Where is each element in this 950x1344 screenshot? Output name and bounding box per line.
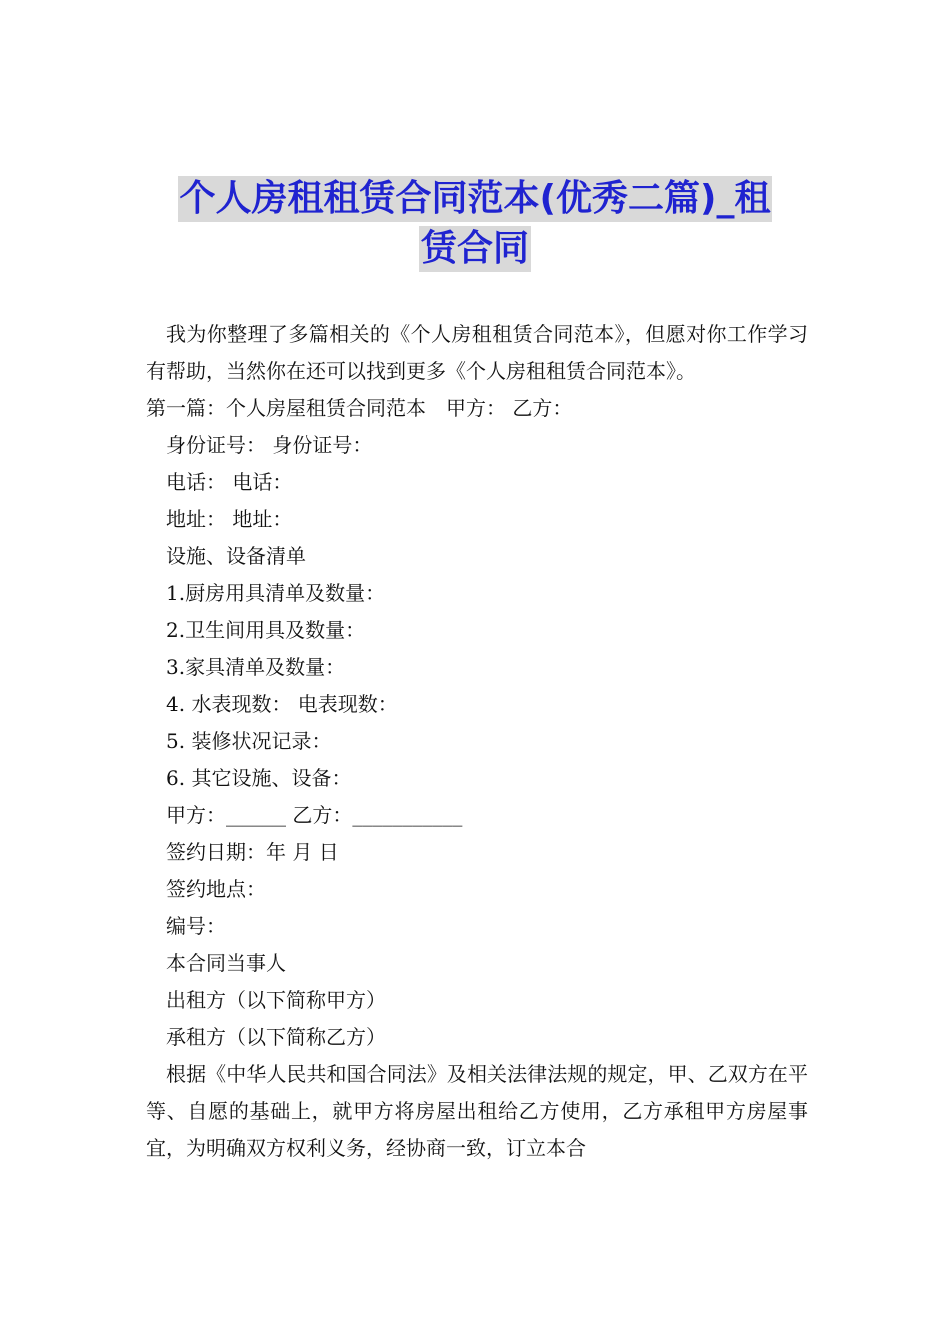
document-title — [0, 176, 950, 272]
body-line: 2.卫生间用具及数量： — [166, 618, 366, 642]
body-line: 编号： — [166, 914, 226, 938]
body-line: 本合同当事人 — [166, 951, 286, 975]
closing-paragraph: 根据《中华人民共和国合同法》及相关法律法规的规定，甲、乙双方在平等、自愿的基础上，就甲方将房屋出租给乙方使用，乙方承租甲方房屋事宜，为明确双方权利义务，经协商一致，订立本合 — [146, 1062, 808, 1160]
body-line: 设施、设备清单 — [166, 544, 306, 568]
body-line: 6. 其它设施、设备： — [166, 766, 352, 790]
title-line-1: 个人房租租赁合同范本(优秀二篇)_租 — [178, 176, 773, 222]
body-line: 4. 水表现数： 电表现数： — [166, 692, 398, 716]
body-line: 签约地点： — [166, 877, 266, 901]
body-line: 电话： 电话： — [166, 470, 293, 494]
body-line: 第一篇：个人房屋租赁合同范本 甲方： 乙方： — [146, 396, 573, 420]
document-body — [146, 316, 808, 1167]
body-line: 签约日期：年 月 日 — [166, 840, 339, 864]
body-line: 身份证号： 身份证号： — [166, 433, 373, 457]
intro-paragraph: 我为你整理了多篇相关的《个人房租租赁合同范本》，但愿对你工作学习有帮助，当然你在还可以找到更多《个人房租租赁合同范本》。 — [146, 322, 808, 383]
body-line: 地址： 地址： — [166, 507, 293, 531]
body-line: 5. 装修状况记录： — [166, 729, 332, 753]
body-line: 甲方：______ 乙方：___________ — [166, 803, 463, 827]
body-line: 承租方（以下简称乙方） — [166, 1025, 386, 1049]
body-line: 3.家具清单及数量： — [166, 655, 346, 679]
title-line-2: 赁合同 — [419, 226, 531, 272]
body-line: 1.厨房用具清单及数量： — [166, 581, 386, 605]
body-line: 出租方（以下简称甲方） — [166, 988, 386, 1012]
